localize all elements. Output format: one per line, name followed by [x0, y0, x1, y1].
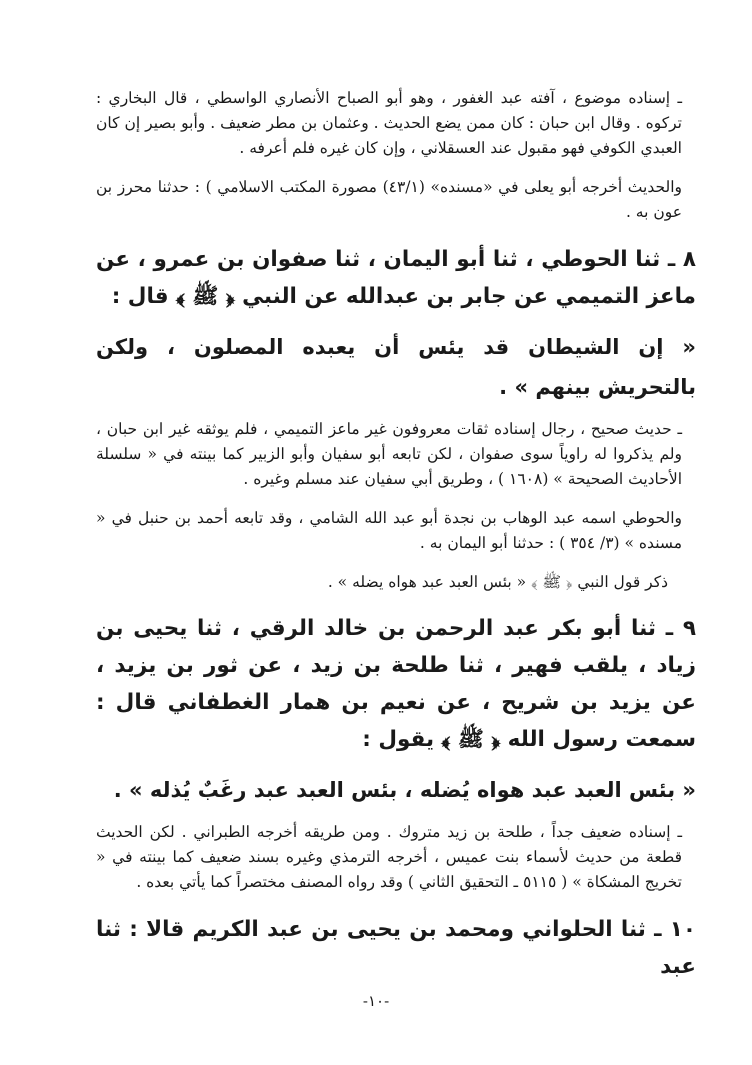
hadith-8-isnad: ٨ ـ ثنا الحوطي ، ثنا أبو اليمان ، ثنا صفوان بن عمرو ، عن ماعز التميمي عن جابر بن عبدالله عن النبي ﴿ ﷺ ﴾ قال :	[96, 247, 696, 309]
note-hadith-7-grade: ـ إسناده موضوع ، آفته عبد الغفور ، وهو أبو الصباح الأنصاري الواسطي ، قال البخاري : تركوه . وقال ابن حبان : كان ممن يضع الحديث . وعثمان بن مطر ضعيف . وأبو بصير إن كان العبدي الكوفي فهو مقبول عند العسقلاني ، وإن كان غيره فلم أعرفه .	[96, 89, 682, 157]
chapter-heading: ذكر قول النبي ﴿ ﷺ ﴾ « بئس العبد عبد هواه يضله » .	[327, 573, 668, 591]
note-hadith-8-grade: ـ حديث صحيح ، رجال إسناده ثقات معروفون غير ماعز التميمي ، فلم يوثقه غير ابن حبان ، ولم يذكروا له راوياً سوى صفوان ، لكن تابعه أبو سفيان وأبو الزبير كما بينته في « سلسلة الأحاديث الصحيحة » (١٦٠٨ ) ، وطريق أبي سفيان عند مسلم وغيره .	[96, 420, 682, 488]
note-hadith-8-hawti: والحوطي اسمه عبد الوهاب بن نجدة أبو عبد الله الشامي ، وقد تابعه أحمد بن حنبل في « مسنده » (٣/ ٣٥٤ ) : حدثنا أبو اليمان به .	[96, 509, 682, 552]
hadith-8-matn: « إن الشيطان قد يئس أن يعبده المصلون ، ولكن بالتحريش بينهم » .	[96, 335, 696, 399]
hadith-9-isnad: ٩ ـ ثنا أبو بكر عبد الرحمن بن خالد الرقي ، ثنا يحيى بن زياد ، يلقب فهير ، ثنا طلحة بن زيد ، عن ثور بن يزيد ، عن يزيد بن شريح ، عن نعيم بن همار الغطفاني قال : سمعت رسول الله ﴿ ﷺ ﴾ يقول :	[96, 616, 696, 752]
page-body	[96, 86, 696, 997]
page-number: -١٠-	[362, 992, 390, 1010]
hadith-10-isnad: ١٠ ـ ثنا الحلواني ومحمد بن يحيى بن عبد الكريم قالا : ثنا عبد	[96, 917, 696, 979]
hadith-9-matn: « بئس العبد عبد هواه يُضله ، بئس العبد عبد رغَبٌ يُذله » .	[113, 778, 696, 802]
note-hadith-7-source: والحديث أخرجه أبو يعلى في «مسنده» (٤٣/١) مصورة المكتب الاسلامي ) : حدثنا محرز بن عون به .	[96, 178, 683, 221]
note-hadith-9-grade: ـ إسناده ضعيف جداً ، طلحة بن زيد متروك . ومن طريقه أخرجه الطبراني . لكن الحديث قطعة من حديث لأسماء بنت عميس ، أخرجه الترمذي وغيره بسند ضعيف كما بينته في « تخريج المشكاة » ( ٥١١٥ ـ التحقيق الثاني ) وقد رواه المصنف مختصراً كما يأتي بعده .	[96, 823, 682, 891]
